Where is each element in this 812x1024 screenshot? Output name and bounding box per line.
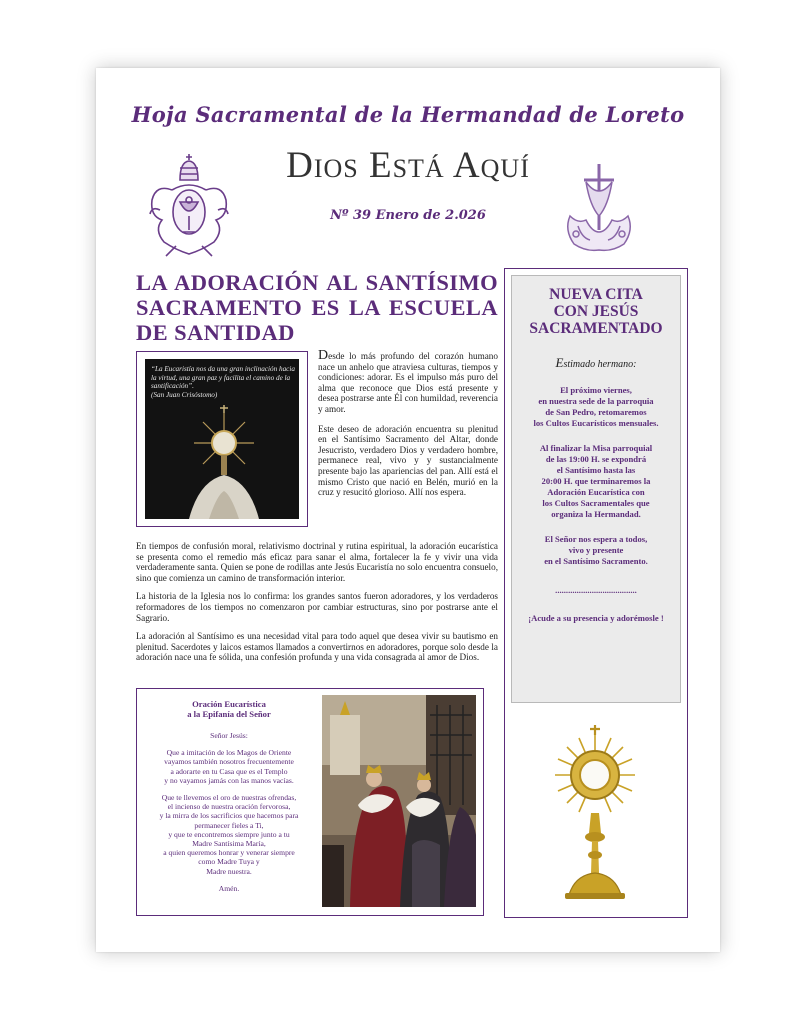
body-paragraph-1: En tiempos de confusión moral, relativismo doctrinal y rutina espiritual, la adoración eucarística se presenta como el remedio más eficaz para sanar el alma, fortalecer la fe y vivir una vida verdaderamente santa. Quien se pone de rodillas ante Jesús Eucaristía no solo encuentra consuelo, sino que comienza un camino de transformación interior. — [136, 541, 498, 583]
magi-procession-photo — [322, 695, 476, 907]
prayer-title: Oración Eucarística a la Epifanía del Señor — [187, 699, 271, 719]
intro-paragraph-1: Desde lo más profundo del corazón humano nace un anhelo que atraviesa culturas, tiempos y condiciones: adorar. Es el impulso más puro del alma que reconoce que Dios está presente y desea postrarse ante Él con humildad, reverencia y amor. — [318, 348, 498, 414]
monstrance-photo — [145, 359, 299, 519]
announcement-box — [511, 275, 681, 703]
masthead-subtitle: Hoja Sacramental de la Hermandad de Loreto — [131, 102, 685, 127]
monstrance-icon — [549, 723, 641, 901]
drop-cap: D — [318, 348, 329, 363]
newsletter-page — [96, 68, 720, 952]
article-body — [136, 541, 498, 671]
prayer-stanza-2: Que te llevemos el oro de nuestras ofrendas, el incienso de nuestra oración fervorosa, y la mirra de los sacrificios que hacemos para permanecer fieles a Ti, y que te encontremos siempre junto a tu Madre Santísima María, a quien queremos honrar y venerar siempre como Madre Tuya y Madre nuestra. — [159, 793, 299, 876]
announcement-title: NUEVA CITA CON JESÚS SACRAMENTADO — [529, 286, 663, 337]
announcement-closing: ¡Acude a su presencia y adorémosle ! — [528, 613, 664, 623]
cross-shroud-emblem-icon — [560, 160, 638, 254]
photo-quote — [151, 365, 297, 399]
announcement-paragraph-2: Al finalizar la Misa parroquial de las 19:00 H. se expondrá el Santísimo hasta las 20:00 H. que terminaremos la Adoración Eucarística con los Cultos Sacramentales que organiza la Hermandad. — [539, 443, 653, 519]
photo-quote-text: “La Eucaristía nos da una gran inclinación hacia la virtud, una gran paz y facilita el camino de la santificación”. — [151, 365, 295, 390]
article-headline: LA ADORACIÓN AL SANTÍSIMO SACRAMENTO ES LA ESCUELA DE SANTIDAD — [136, 270, 498, 345]
announcement-greeting: Estimado hermano: — [555, 355, 637, 370]
announcement-paragraph-3: El Señor nos espera a todos, vivo y presente en el Santísimo Sacramento. — [544, 534, 648, 566]
masthead-title: Dios Está Aquí — [286, 145, 530, 186]
prayer-box — [136, 688, 484, 916]
body-paragraph-2: La historia de la Iglesia nos lo confirma: los grandes santos fueron adoradores, y los verdaderos reformadores de los tiempos no comenzaron por cambiar estructuras, sino por postrarse ante el Sagrario. — [136, 591, 498, 623]
monstrance-icon — [169, 399, 279, 519]
photo-quote-author: (San Juan Crisóstomo) — [151, 390, 218, 399]
divider-dots: ...................................... — [555, 585, 637, 595]
prayer-salutation: Señor Jesús: — [210, 731, 248, 740]
intro-paragraph-2: Este deseo de adoración encuentra su plenitud en el Santísimo Sacramento del Altar, donde Jesucristo, verdadero Dios y verdadero hombre, permanece real, vivo y y sustancialmente presente bajo las apariencias del pan. Allí está el mismo Cristo que nació en Belén, murió en la cruz y resucitó glorioso. Allí nos espera. — [318, 423, 498, 498]
prayer-amen: Amén. — [218, 883, 240, 893]
announcement-paragraph-1: El próximo viernes, en nuestra sede de la parroquia de San Pedro, retomaremos los Cultos Eucarísticos mensuales. — [533, 385, 659, 428]
prayer-text — [143, 699, 315, 901]
papal-tiara-chalice-emblem-icon — [146, 150, 232, 258]
body-paragraph-3: La adoración al Santísimo es una necesidad vital para todo aquel que desea vivir su bautismo en plenitud. Sacerdotes y laicos estamos llamados a convertirnos en adoradores, porque solo desde la adoración nace una fe sólida, una confesión profunda y una vida consagrada al amor de Dios. — [136, 631, 498, 663]
article-intro — [318, 348, 498, 507]
sidebar-announcement — [504, 268, 688, 918]
prayer-stanza-1: Que a imitación de los Magos de Oriente vayamos también nosotros frecuentemente a adorarte en tu Casa que es el Templo y no vayamos jamás con las manos vacías. — [164, 748, 294, 785]
issue-number: Nº 39 Enero de 2.026 — [330, 208, 486, 223]
article-photo — [136, 351, 308, 527]
